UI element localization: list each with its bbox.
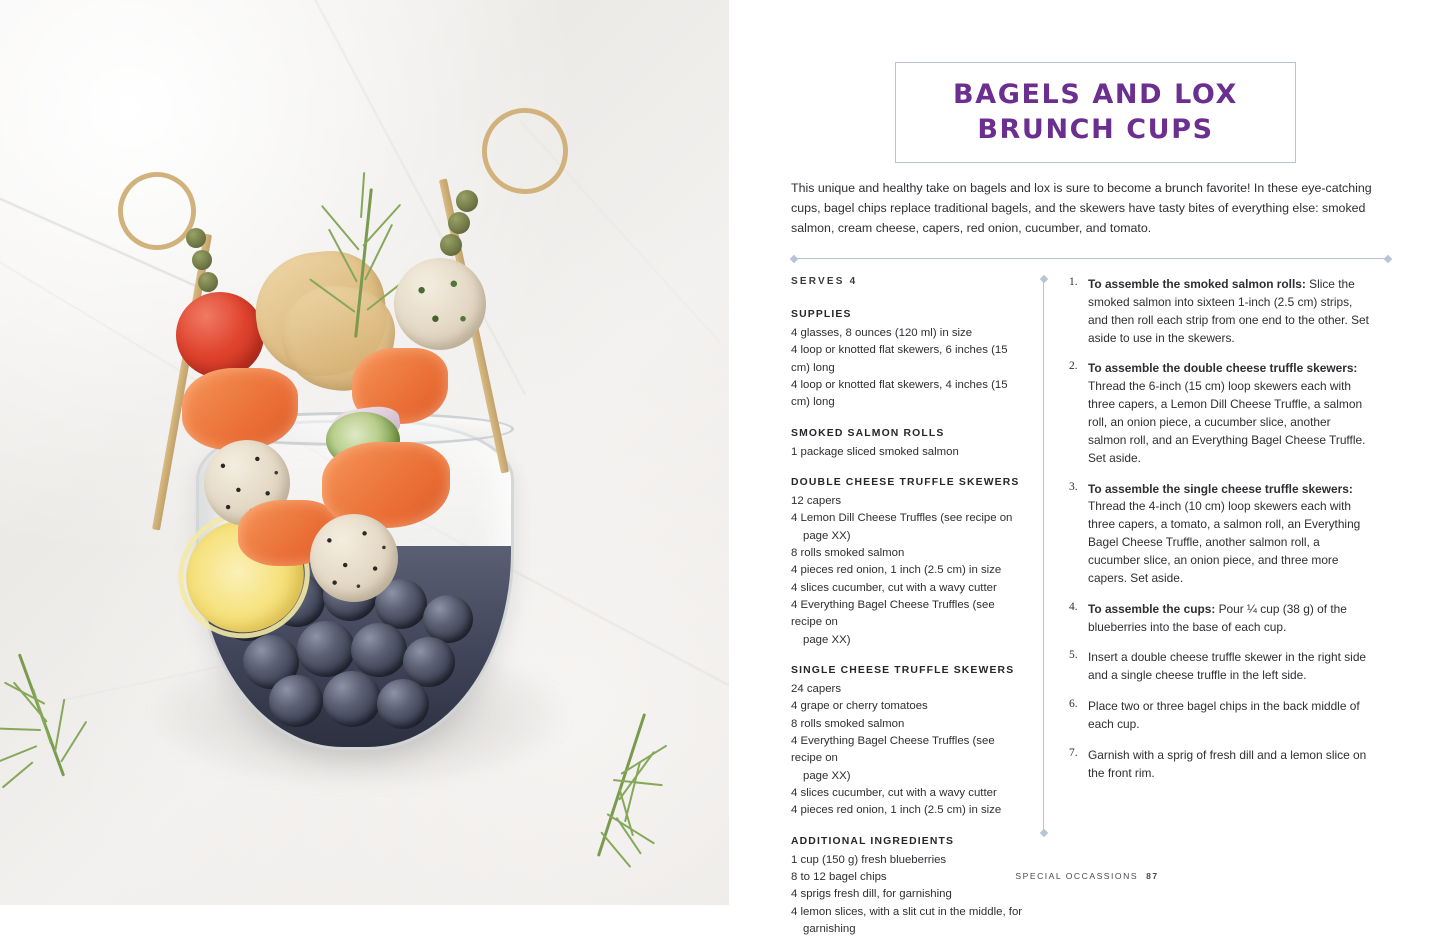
step-number: 7. <box>1069 746 1078 759</box>
step-number: 6. <box>1069 698 1078 711</box>
step-lead-in: To assemble the cups: <box>1088 601 1216 616</box>
ingredient-item-continued: page XX) <box>803 529 851 542</box>
salmon-roll <box>182 368 298 450</box>
column-divider <box>1043 276 1044 836</box>
recipe-title-line-2: BRUNCH CUPS <box>977 113 1214 145</box>
ingredient-section-heading: ADDITIONAL INGREDIENTS <box>791 835 955 847</box>
ingredient-item: 4 slices cucumber, cut with a wavy cutter <box>791 581 997 594</box>
ingredient-item-continued: page XX) <box>803 633 851 646</box>
recipe-page <box>729 0 1445 935</box>
ingredient-item: 12 capers <box>791 494 842 507</box>
blueberry <box>351 623 407 677</box>
ingredient-item: 4 loop or knotted flat skewers, 6 inches (15 cm) long <box>791 344 1008 374</box>
footer-section-name: SPECIAL OCCASSIONS <box>1015 871 1139 881</box>
caper <box>192 250 212 270</box>
ingredient-section-heading: DOUBLE CHEESE TRUFFLE SKEWERS <box>791 476 1020 488</box>
recipe-photo <box>0 0 729 905</box>
blueberry <box>269 675 323 727</box>
ingredient-item: 4 sprigs fresh dill, for garnishing <box>791 888 952 901</box>
step-body: Thread the 4-inch (10 cm) loop skewers each with three capers, a tomato, a salmon roll, an Everything Bagel Cheese Truffle, another salmon roll, a cucumber slice, an onion piece, and three more capers. Set aside. <box>1088 499 1361 585</box>
step-body: Thread the 6-inch (15 cm) loop skewers each with three capers, a Lemon Dill Cheese Truffle, a salmon roll, an onion piece, a cucumber slice, another salmon roll, and an Everything Bagel Cheese Truffle. Set aside. <box>1088 379 1366 465</box>
blueberry <box>377 679 429 729</box>
ingredient-item-continued: page XX) <box>803 769 851 782</box>
recipe-title-box <box>895 62 1296 163</box>
instruction-step <box>1069 360 1371 467</box>
ingredient-item: 4 Lemon Dill Cheese Truffles (see recipe on <box>791 512 1013 525</box>
cherry-tomato <box>176 292 264 378</box>
recipe-intro: This unique and healthy take on bagels and lox is sure to become a brunch favorite! In these eye-catching cups, bagel chips replace traditional bagels, and the skewers have tasty bites of everything else: smoked salmon, cream cheese, capers, red onion, cucumber, and tomato. <box>791 181 1372 236</box>
ingredient-section-heading: SINGLE CHEESE TRUFFLE SKEWERS <box>791 664 1015 676</box>
instruction-step <box>1069 276 1371 347</box>
step-body: Slice the smoked salmon into sixteen 1-inch (2.5 cm) strips, and then roll each strip from one end to the other. Set aside to use in the skewers. <box>1088 277 1369 345</box>
step-text <box>1088 601 1371 637</box>
step-lead-in: To assemble the single cheese truffle skewers: <box>1088 481 1353 496</box>
ingredient-item: 24 capers <box>791 682 842 695</box>
ingredient-item: 1 cup (150 g) fresh blueberries <box>791 853 947 866</box>
caper <box>448 212 470 234</box>
step-number: 5. <box>1069 649 1078 662</box>
section-divider-rule <box>791 258 1391 259</box>
step-lead-in: To assemble the smoked salmon rolls: <box>1088 277 1306 291</box>
ingredient-item: 4 pieces red onion, 1 inch (2.5 cm) in size <box>791 564 1002 577</box>
ingredient-item: 8 rolls smoked salmon <box>791 546 905 559</box>
step-body: Garnish with a sprig of fresh dill and a lemon slice on the front rim. <box>1088 747 1367 780</box>
ingredient-item: 4 lemon slices, with a slit cut in the middle, for <box>791 905 1023 918</box>
ingredient-item: 4 slices cucumber, cut with a wavy cutter <box>791 786 997 799</box>
ingredient-item-continued: garnishing <box>803 922 856 935</box>
step-number: 4. <box>1069 600 1078 613</box>
ingredient-item: 4 pieces red onion, 1 inch (2.5 cm) in size <box>791 804 1002 817</box>
instruction-step <box>1069 481 1371 588</box>
ingredient-item: 4 loop or knotted flat skewers, 4 inches (15 cm) long <box>791 378 1008 409</box>
recipe-columns <box>791 276 1391 938</box>
blueberry <box>423 595 473 643</box>
instruction-step <box>1069 698 1371 734</box>
step-body: Pour ¼ cup (38 g) of the blueberries into the base of each cup. <box>1088 601 1347 634</box>
step-text <box>1088 276 1371 347</box>
ingredient-item: 4 grape or cherry tomatoes <box>791 700 928 713</box>
step-body: Insert a double cheese truffle skewer in the right side and a single cheese truffle in the left side. <box>1088 650 1367 683</box>
ingredient-item: 1 package sliced smoked salmon <box>791 445 959 458</box>
step-number: 2. <box>1069 360 1078 373</box>
step-text <box>1088 649 1371 685</box>
caper <box>440 234 462 256</box>
ingredient-section-heading: SMOKED SALMON ROLLS <box>791 427 945 439</box>
instructions-column <box>1069 276 1371 938</box>
dill-sprig-left <box>10 640 210 840</box>
step-number: 1. <box>1069 276 1078 288</box>
lemon-dill-truffle <box>394 258 486 350</box>
blueberry <box>297 621 355 677</box>
everything-bagel-truffle <box>310 514 398 602</box>
ingredient-item: 4 glasses, 8 ounces (120 ml) in size <box>791 327 973 339</box>
caper <box>198 272 218 292</box>
instruction-step <box>1069 747 1371 783</box>
caper <box>456 190 478 212</box>
ingredients-column <box>791 276 1043 938</box>
step-text <box>1088 481 1371 588</box>
page-number: 87 <box>1146 871 1159 881</box>
ingredient-item: 8 to 12 bagel chips <box>791 870 887 883</box>
ingredient-item: 4 Everything Bagel Cheese Truffles (see recipe on <box>791 734 995 765</box>
step-body: Place two or three bagel chips in the back middle of each cup. <box>1088 699 1360 732</box>
ingredient-section-heading: SUPPLIES <box>791 309 852 320</box>
page-footer <box>729 871 1445 881</box>
step-number: 3. <box>1069 480 1078 493</box>
step-text <box>1088 747 1371 783</box>
step-text <box>1088 360 1371 467</box>
ingredient-item: 4 Everything Bagel Cheese Truffles (see recipe on <box>791 598 995 629</box>
blueberry <box>323 671 381 727</box>
step-lead-in: To assemble the double cheese truffle skewers: <box>1088 361 1358 376</box>
instruction-step <box>1069 601 1371 637</box>
dill-sprig-right <box>520 700 729 905</box>
serves-label: SERVES 4 <box>791 276 858 287</box>
instruction-step <box>1069 649 1371 685</box>
step-text <box>1088 698 1371 734</box>
caper <box>186 228 206 248</box>
recipe-title-line-1: BAGELS AND LOX <box>953 78 1238 110</box>
ingredient-item: 8 rolls smoked salmon <box>791 717 905 730</box>
